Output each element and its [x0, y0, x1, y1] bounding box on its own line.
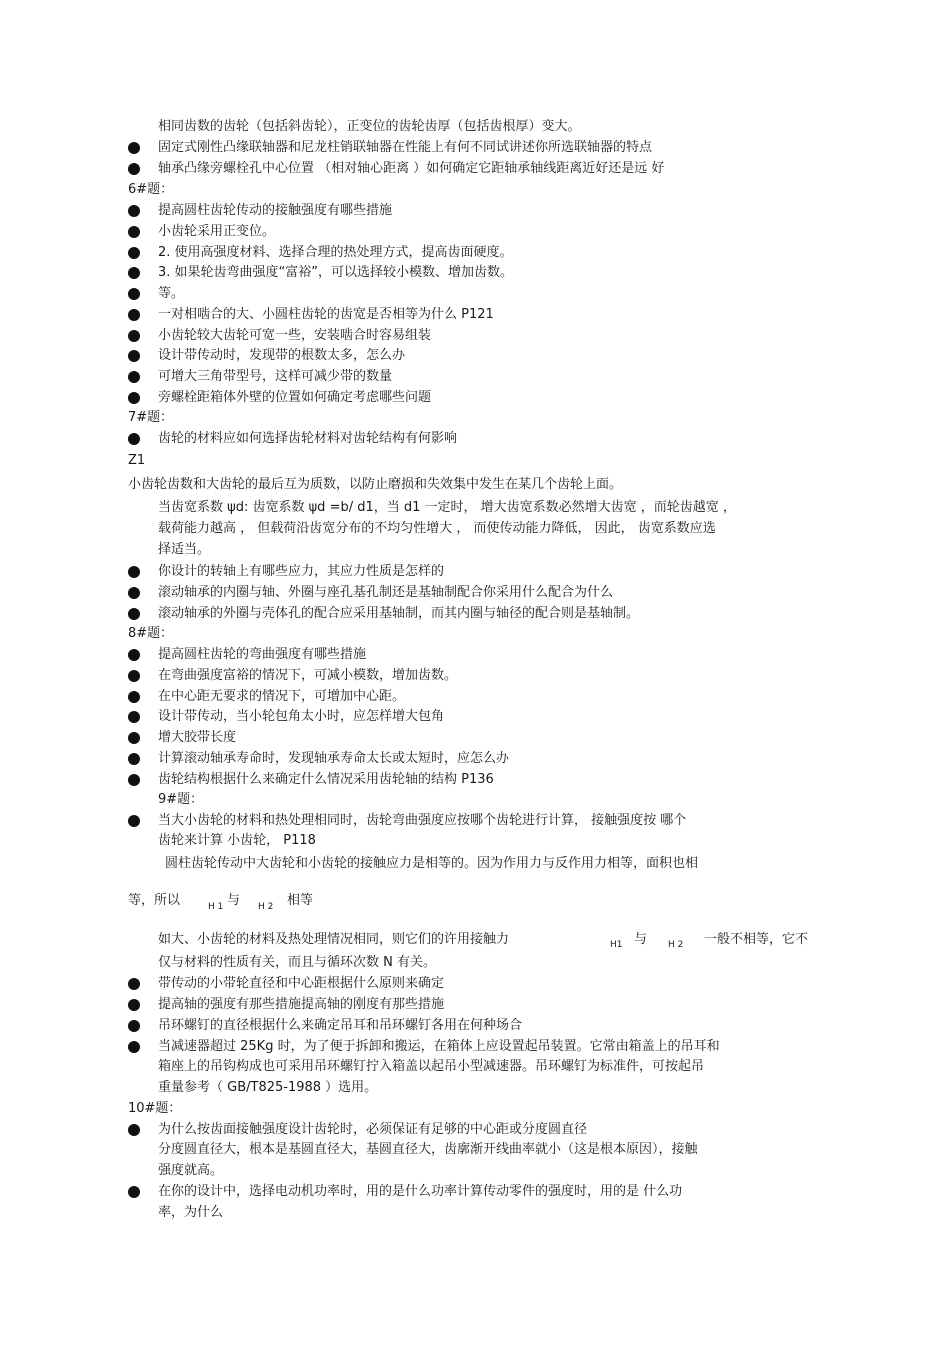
text-line: 可增大三角带型号，这样可减少带的数量	[158, 369, 393, 384]
bullet-icon	[128, 732, 140, 744]
bullet-icon	[128, 711, 140, 723]
bullet-icon	[128, 587, 140, 599]
bullet-icon	[128, 433, 140, 445]
bullet-icon	[128, 1124, 140, 1136]
text-line: 在弯曲强度富裕的情况下，可减小模数，增加齿数。	[158, 668, 458, 683]
section-heading: 10#题：	[128, 1101, 182, 1116]
text-line: 小齿轮较大齿轮可宽一些，安装啮合时容易组装	[158, 328, 432, 343]
text-line: 设计带传动时，发现带的根数太多，怎么办	[158, 348, 406, 363]
text-line: 如大、小齿轮的材料及热处理情况相同，则它们的许用接触力	[158, 932, 510, 947]
text-line: Z1	[128, 453, 146, 468]
text-line: 载荷能力越高 ， 但载荷沿齿宽分布的不均匀性增大 ， 而使传动能力降低， 因此， 齿宽系数应选	[158, 521, 716, 536]
text-line: 一对相啮合的大、小圆柱齿轮的齿宽是否相等为什么 P121	[158, 307, 494, 322]
bullet-icon	[128, 247, 140, 259]
section-heading: 7#题：	[128, 410, 174, 425]
text-line: 强度就高。	[158, 1163, 224, 1178]
bullet-icon	[128, 371, 140, 383]
text-line: 吊环螺钉的直径根据什么来确定吊耳和吊环螺钉各用在何种场合	[158, 1018, 523, 1033]
text-line: 在你的设计中，选择电动机功率时，用的是什么功率计算传动零件的强度时，用的是 什么功	[158, 1184, 683, 1199]
text-line: 旁螺栓距箱体外壁的位置如何确定考虑哪些问题	[158, 390, 432, 405]
bullet-icon	[128, 566, 140, 578]
text-line: 固定式刚性凸缘联轴器和尼龙柱销联轴器在性能上有何不同试讲述你所选联轴器的特点	[158, 140, 653, 155]
section-heading: 8#题：	[128, 626, 174, 641]
bullet-icon	[128, 1041, 140, 1053]
text-line: 当大小齿轮的材料和热处理相同时，齿轮弯曲强度应按哪个齿轮进行计算， 接触强度按 哪个	[158, 813, 687, 828]
bullet-icon	[128, 392, 140, 404]
text-line: 齿轮的材料应如何选择齿轮材料对齿轮结构有何影响	[158, 431, 458, 446]
sigma-h1-subscript: H1	[610, 940, 623, 950]
section-heading: 9#题：	[158, 792, 204, 807]
text-line: 小齿轮齿数和大齿轮的最后互为质数，以防止磨损和失效集中发生在某几个齿轮上面。	[128, 477, 623, 492]
text-line: 带传动的小带轮直径和中心距根据什么原则来确定	[158, 976, 445, 991]
text-line: 滚动轴承的外圈与壳体孔的配合应采用基轴制，而其内圈与轴径的配合则是基轴制。	[158, 606, 640, 621]
text-line: 为什么按齿面接触强度设计齿轮时，必须保证有足够的中心距或分度圆直径	[158, 1122, 588, 1137]
text-line: 相等	[287, 893, 314, 908]
text-line: 仅与材料的性质有关，而且与循环次数 N 有关。	[158, 955, 436, 970]
text-line: 与	[227, 893, 241, 908]
text-line: 等，所以	[128, 893, 181, 908]
text-line: 滚动轴承的内圈与轴、外圈与座孔基孔制还是基轴制配合你采用什么配合为什么	[158, 585, 614, 600]
bullet-icon	[128, 163, 140, 175]
section-heading: 6#题：	[128, 182, 174, 197]
text-line: 齿轮来计算 小齿轮， P118	[158, 833, 316, 848]
bullet-icon	[128, 267, 140, 279]
bullet-icon	[128, 649, 140, 661]
text-line: 轴承凸缘旁螺栓孔中心位置 （相对轴心距离 ）如何确定它距轴承轴线距离近好还是远 好	[158, 161, 665, 176]
text-line: 分度圆直径大，根本是基圆直径大，基圆直径大，齿廓渐开线曲率就小（这是根本原因），接触	[158, 1142, 698, 1157]
text-line: 提高轴的强度有那些措施提高轴的刚度有那些措施	[158, 997, 445, 1012]
text-line: 设计带传动，当小轮包角太小时，应怎样增大包角	[158, 709, 445, 724]
bullet-icon	[128, 978, 140, 990]
sigma-h2-subscript: H 2	[258, 902, 274, 912]
text-line: 3. 如果轮齿弯曲强度“富裕”，可以选择较小模数、增加齿数。	[158, 265, 514, 280]
text-line: 当齿宽系数 ψd: 齿宽系数 ψd =b/ d1，当 d1 一定时， 增大齿宽系数必然增大齿宽 ，而轮齿越宽 ，	[158, 500, 736, 515]
text-line: 增大胶带长度	[158, 730, 237, 745]
bullet-icon	[128, 330, 140, 342]
text-line: 2. 使用高强度材料、选择合理的热处理方式，提高齿面硬度。	[158, 245, 513, 260]
bullet-icon	[128, 226, 140, 238]
text-line: 当减速器超过 25Kg 时，为了便于拆卸和搬运，在箱体上应设置起吊装置。它常由箱盖上的吊耳和	[158, 1039, 720, 1054]
bullet-icon	[128, 288, 140, 300]
bullet-icon	[128, 1020, 140, 1032]
text-line: 重量参考（ GB/T825-1988 ）选用。	[158, 1080, 378, 1095]
text-line: 与	[634, 932, 648, 947]
bullet-icon	[128, 205, 140, 217]
bullet-icon	[128, 1186, 140, 1198]
bullet-icon	[128, 309, 140, 321]
bullet-icon	[128, 815, 140, 827]
text-line: 齿轮结构根据什么来确定什么情况采用齿轮轴的结构 P136	[158, 772, 494, 787]
sigma-h1-subscript: H 1	[208, 902, 224, 912]
bullet-icon	[128, 350, 140, 362]
text-line: 等。	[158, 286, 185, 301]
bullet-icon	[128, 774, 140, 786]
text-line: 小齿轮采用正变位。	[158, 224, 276, 239]
text-line: 你设计的转轴上有哪些应力，其应力性质是怎样的	[158, 564, 445, 579]
bullet-icon	[128, 670, 140, 682]
bullet-icon	[128, 999, 140, 1011]
text-line: 相同齿数的齿轮（包括斜齿轮），正变位的齿轮齿厚（包括齿根厚）变大。	[158, 119, 581, 134]
text-line: 计算滚动轴承寿命时，发现轴承寿命太长或太短时，应怎么办	[158, 751, 510, 766]
sigma-h2-subscript: H 2	[668, 940, 684, 950]
text-line: 提高圆柱齿轮的弯曲强度有哪些措施	[158, 647, 367, 662]
text-line: 圆柱齿轮传动中大齿轮和小齿轮的接触应力是相等的。因为作用力与反作用力相等，面积也相	[165, 856, 699, 871]
text-line: 率，为什么	[158, 1205, 224, 1220]
text-line: 择适当。	[158, 542, 211, 557]
bullet-icon	[128, 691, 140, 703]
text-line: 在中心距无要求的情况下，可增加中心距。	[158, 689, 406, 704]
text-line: 提高圆柱齿轮传动的接触强度有哪些措施	[158, 203, 393, 218]
bullet-icon	[128, 753, 140, 765]
bullet-icon	[128, 608, 140, 620]
text-line: 一般不相等，它不	[704, 932, 809, 947]
bullet-icon	[128, 142, 140, 154]
text-line: 箱座上的吊钩构成也可采用吊环螺钉拧入箱盖以起吊小型减速器。吊环螺钉为标准件，可按起吊	[158, 1059, 705, 1074]
